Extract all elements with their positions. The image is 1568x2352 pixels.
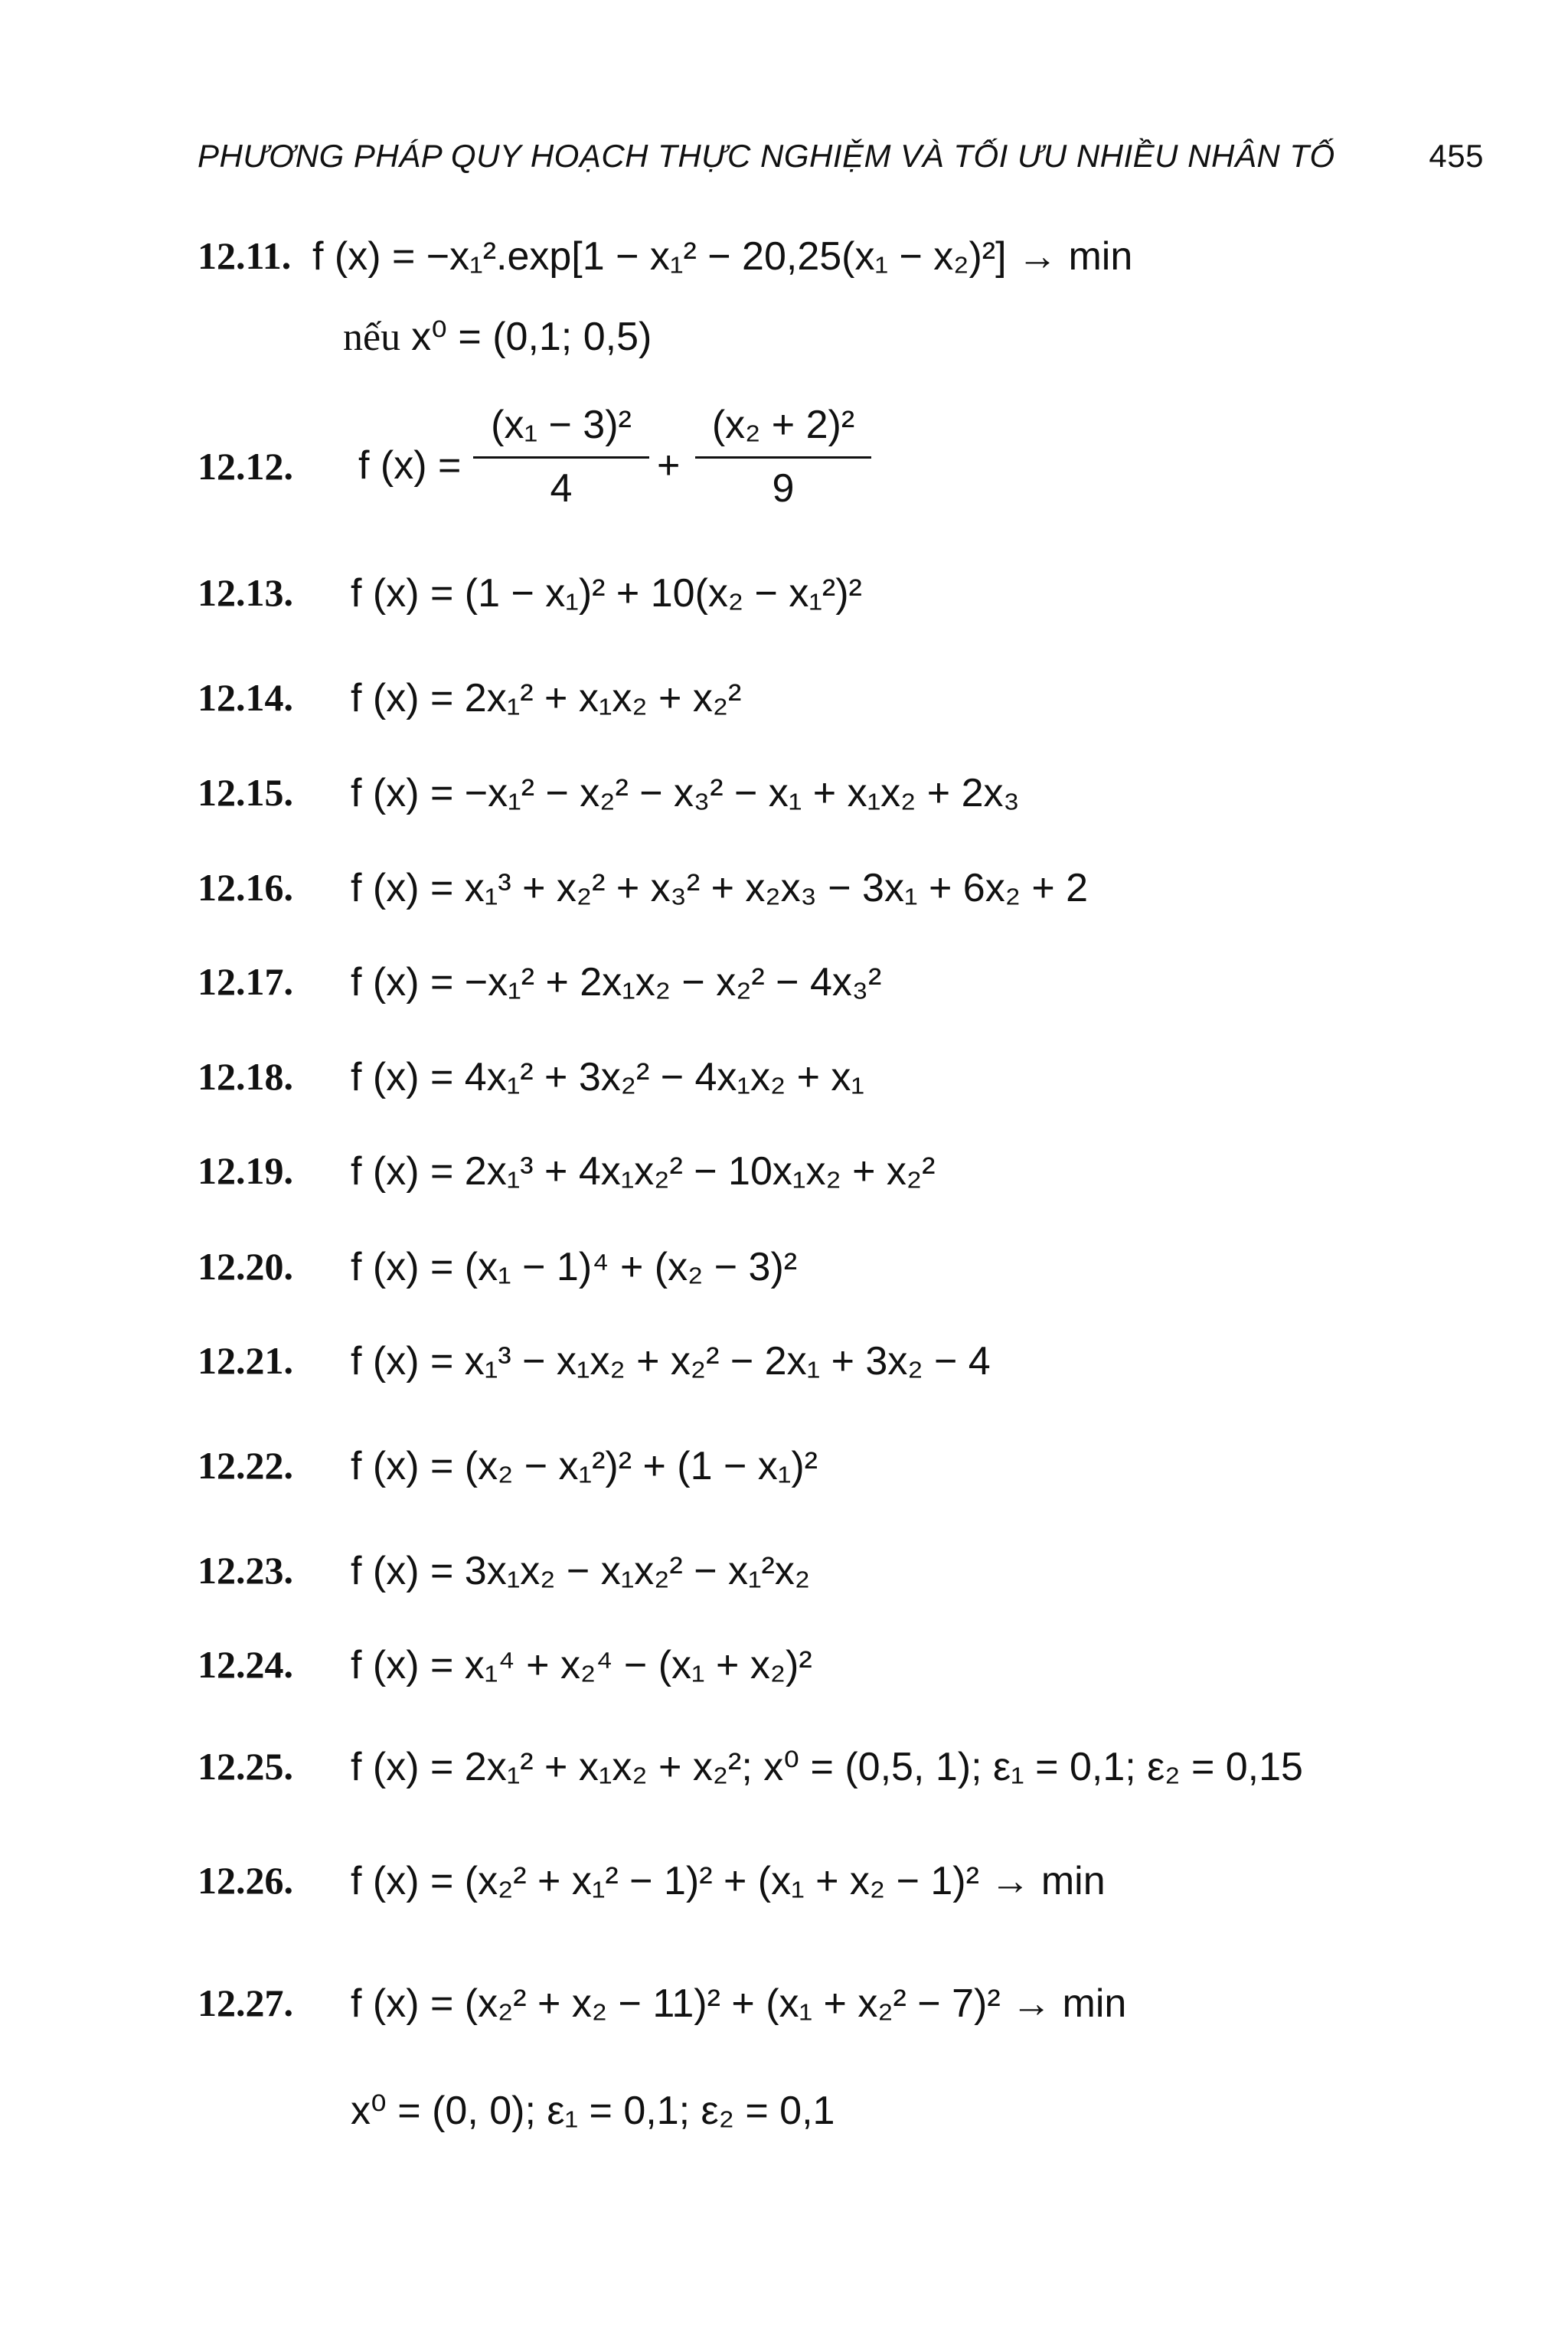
problem-number: 12.20. bbox=[198, 1245, 293, 1288]
problem-12-11 bbox=[198, 234, 1269, 287]
problem-formula: f (x) = −x₁² − x₂² − x₃² − x₁ + x₁x₂ + 2x₃ bbox=[351, 771, 1020, 815]
problem-formula: f (x) = (x₂² + x₂ − 11)² + (x₁ + x₂² − 7)² → min bbox=[351, 1981, 1127, 2026]
initial-point: x⁰ = (0, 0); ε₁ = 0,1; ε₂ = 0,1 bbox=[351, 2089, 835, 2133]
problem-12-21 bbox=[198, 1338, 1269, 1392]
formula-lhs: f (x) = bbox=[358, 443, 462, 488]
problem-12-16 bbox=[198, 865, 1269, 919]
problem-formula: f (x) = −x₁² + 2x₁x₂ − x₂² − 4x₃² bbox=[351, 960, 882, 1004]
problem-formula: f (x) = x₁³ + x₂² + x₃² + x₂x₃ − 3x₁ + 6x₂ + 2 bbox=[351, 866, 1089, 910]
problem-12-14 bbox=[198, 675, 1269, 729]
problem-12-18 bbox=[198, 1054, 1269, 1108]
problem-number: 12.22. bbox=[198, 1444, 293, 1487]
problem-number: 12.11. bbox=[198, 234, 292, 277]
problem-12-11-condition bbox=[343, 314, 652, 368]
initial-point: x⁰ = (0,1; 0,5) bbox=[411, 315, 652, 359]
running-header bbox=[198, 138, 1484, 184]
problem-formula: f (x) = 2x₁² + x₁x₂ + x₂²; x⁰ = (0,5, 1); ε₁ = 0,1; ε₂ = 0,15 bbox=[351, 1745, 1303, 1789]
problem-number: 12.23. bbox=[198, 1549, 293, 1592]
problem-formula: f (x) = 4x₁² + 3x₂² − 4x₁x₂ + x₁ bbox=[351, 1055, 864, 1099]
numerator-2: (x₂ + 2)² bbox=[711, 403, 855, 447]
problem-12-13 bbox=[198, 570, 1269, 624]
plus-sign: + bbox=[657, 443, 681, 488]
problem-number: 12.27. bbox=[198, 1981, 293, 2024]
problem-number: 12.18. bbox=[198, 1055, 293, 1098]
problem-12-15 bbox=[198, 770, 1269, 824]
problem-12-23 bbox=[198, 1548, 1269, 1602]
problem-12-22 bbox=[198, 1443, 1269, 1497]
header-title: PHƯƠNG PHÁP QUY HOẠCH THỰC NGHIỆM VÀ TỐI ƯU NHIỀU NHÂN TỐ bbox=[198, 138, 1335, 174]
problem-formula: f (x) = (1 − x₁)² + 10(x₂ − x₁²)² bbox=[351, 571, 862, 616]
problem-number: 12.19. bbox=[198, 1149, 293, 1192]
problem-formula: f (x) = −x₁².exp[1 − x₁² − 20,25(x₁ − x₂)²] → min bbox=[312, 234, 1133, 279]
problem-12-25 bbox=[198, 1744, 1423, 1798]
problem-number: 12.15. bbox=[198, 771, 293, 814]
fraction-bar bbox=[473, 456, 649, 459]
problem-12-27-condition bbox=[351, 2088, 835, 2141]
fraction-2 bbox=[695, 398, 871, 512]
problem-12-24 bbox=[198, 1642, 1269, 1696]
fraction-bar bbox=[695, 456, 871, 459]
problem-number: 12.25. bbox=[198, 1745, 293, 1788]
denominator-1: 4 bbox=[550, 466, 573, 511]
problem-formula: f (x) = 3x₁x₂ − x₁x₂² − x₁²x₂ bbox=[351, 1549, 811, 1593]
problem-formula: f (x) = 2x₁³ + 4x₁x₂² − 10x₁x₂ + x₂² bbox=[351, 1149, 936, 1194]
condition-word: nếu bbox=[343, 315, 401, 359]
problem-number: 12.13. bbox=[198, 571, 293, 614]
problem-12-19 bbox=[198, 1148, 1269, 1202]
fraction-1 bbox=[473, 398, 649, 512]
problem-formula: f (x) = x₁³ − x₁x₂ + x₂² − 2x₁ + 3x₂ − 4 bbox=[351, 1339, 991, 1383]
problem-number: 12.21. bbox=[198, 1339, 293, 1382]
numerator-1: (x₁ − 3)² bbox=[491, 403, 632, 447]
problem-formula: f (x) = 2x₁² + x₁x₂ + x₂² bbox=[351, 676, 742, 720]
problem-number: 12.17. bbox=[198, 960, 293, 1003]
problem-12-27 bbox=[198, 1981, 1423, 2034]
problem-12-26 bbox=[198, 1858, 1423, 1912]
problem-formula: f (x) = (x₁ − 1)⁴ + (x₂ − 3)² bbox=[351, 1245, 798, 1289]
problem-number: 12.14. bbox=[198, 676, 293, 719]
denominator-2: 9 bbox=[772, 466, 795, 511]
page-number: 455 bbox=[1429, 138, 1484, 174]
problem-number: 12.12. bbox=[198, 445, 293, 488]
problem-number: 12.24. bbox=[198, 1643, 293, 1686]
problem-formula: f (x) = x₁⁴ + x₂⁴ − (x₁ + x₂)² bbox=[351, 1643, 812, 1687]
problem-number: 12.16. bbox=[198, 866, 293, 909]
problem-12-17 bbox=[198, 959, 1269, 1013]
problem-12-12 bbox=[198, 398, 1040, 536]
problem-formula: f (x) = (x₂² + x₁² − 1)² + (x₁ + x₂ − 1)² → min bbox=[351, 1859, 1106, 1903]
problem-number: 12.26. bbox=[198, 1859, 293, 1902]
problem-formula: f (x) = (x₂ − x₁²)² + (1 − x₁)² bbox=[351, 1444, 818, 1488]
problem-12-20 bbox=[198, 1244, 1269, 1298]
